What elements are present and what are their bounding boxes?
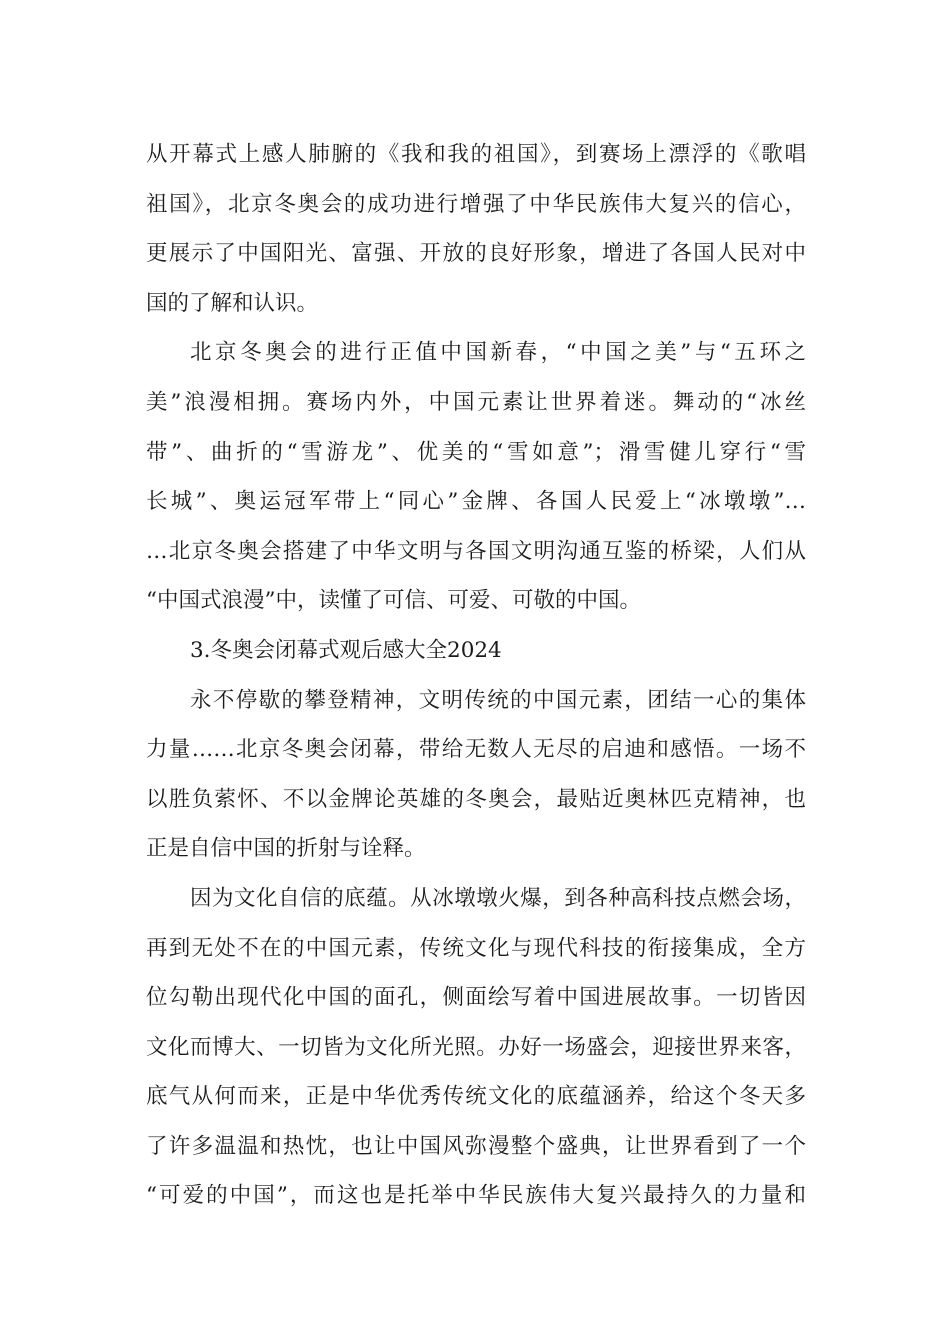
text-line: 位勾勒出现代化中国的面孔，侧面绘写着中国进展故事。一切皆因 [146,985,806,1011]
text-line: 以胜负萦怀、不以金牌论英雄的冬奥会，最贴近奥林匹克精神，也 [146,786,806,812]
text-line: 长城”、奥运冠军带上“同心”金牌、各国人民爱上“冰墩墩”… [146,489,806,515]
text-line: 正是自信中国的折射与诠释。 [146,836,426,862]
text-line: 国的了解和认识。 [146,290,319,316]
text-line: 带”、曲折的“雪游龙”、优美的“雪如意”；滑雪健儿穿行“雪 [146,439,806,465]
paragraph-start-line: 北京冬奥会的进行正值中国新春，“中国之美”与“五环之 [190,340,806,366]
text-line: 文化而博大、一切皆为文化所光照。办好一场盛会，迎接世界来客， [146,1034,806,1060]
text-line: 美”浪漫相拥。赛场内外，中国元素让世界着迷。舞动的“冰丝 [146,389,806,415]
text-line: 力量……北京冬奥会闭幕，带给无数人无尽的启迪和感悟。一场不 [146,737,806,763]
text-line: …北京冬奥会搭建了中华文明与各国文明沟通互鉴的桥梁，人们从 [146,538,806,564]
text-line: “中国式浪漫”中，读懂了可信、可爱、可敬的中国。 [146,588,641,614]
text-line: 更展示了中国阳光、富强、开放的良好形象，增进了各国人民对中 [146,241,806,267]
text-line: 再到无处不在的中国元素，传统文化与现代科技的衔接集成，全方 [146,935,806,961]
paragraph-start-line: 永不停歇的攀登精神，文明传统的中国元素，团结一心的集体 [190,687,806,713]
paragraph-start-line: 因为文化自信的底蕴。从冰墩墩火爆，到各种高科技点燃会场， [190,885,806,911]
text-line: 祖国》，北京冬奥会的成功进行增强了中华民族伟大复兴的信心， [146,191,806,217]
text-line: “可爱的中国”，而这也是托举中华民族伟大复兴最持久的力量和 [146,1183,806,1209]
text-line: 底气从何而来，正是中华优秀传统文化的底蕴涵养，给这个冬天多 [146,1084,806,1110]
text-line: 了许多温温和热忱，也让中国风弥漫整个盛典，让世界看到了一个 [146,1133,806,1159]
section-heading: 3.冬奥会闭幕式观后感大全2024 [190,637,502,663]
body-text [146,130,806,1221]
text-line: 从开幕式上感人肺腑的《我和我的祖国》，到赛场上漂浮的《歌唱 [146,142,806,167]
